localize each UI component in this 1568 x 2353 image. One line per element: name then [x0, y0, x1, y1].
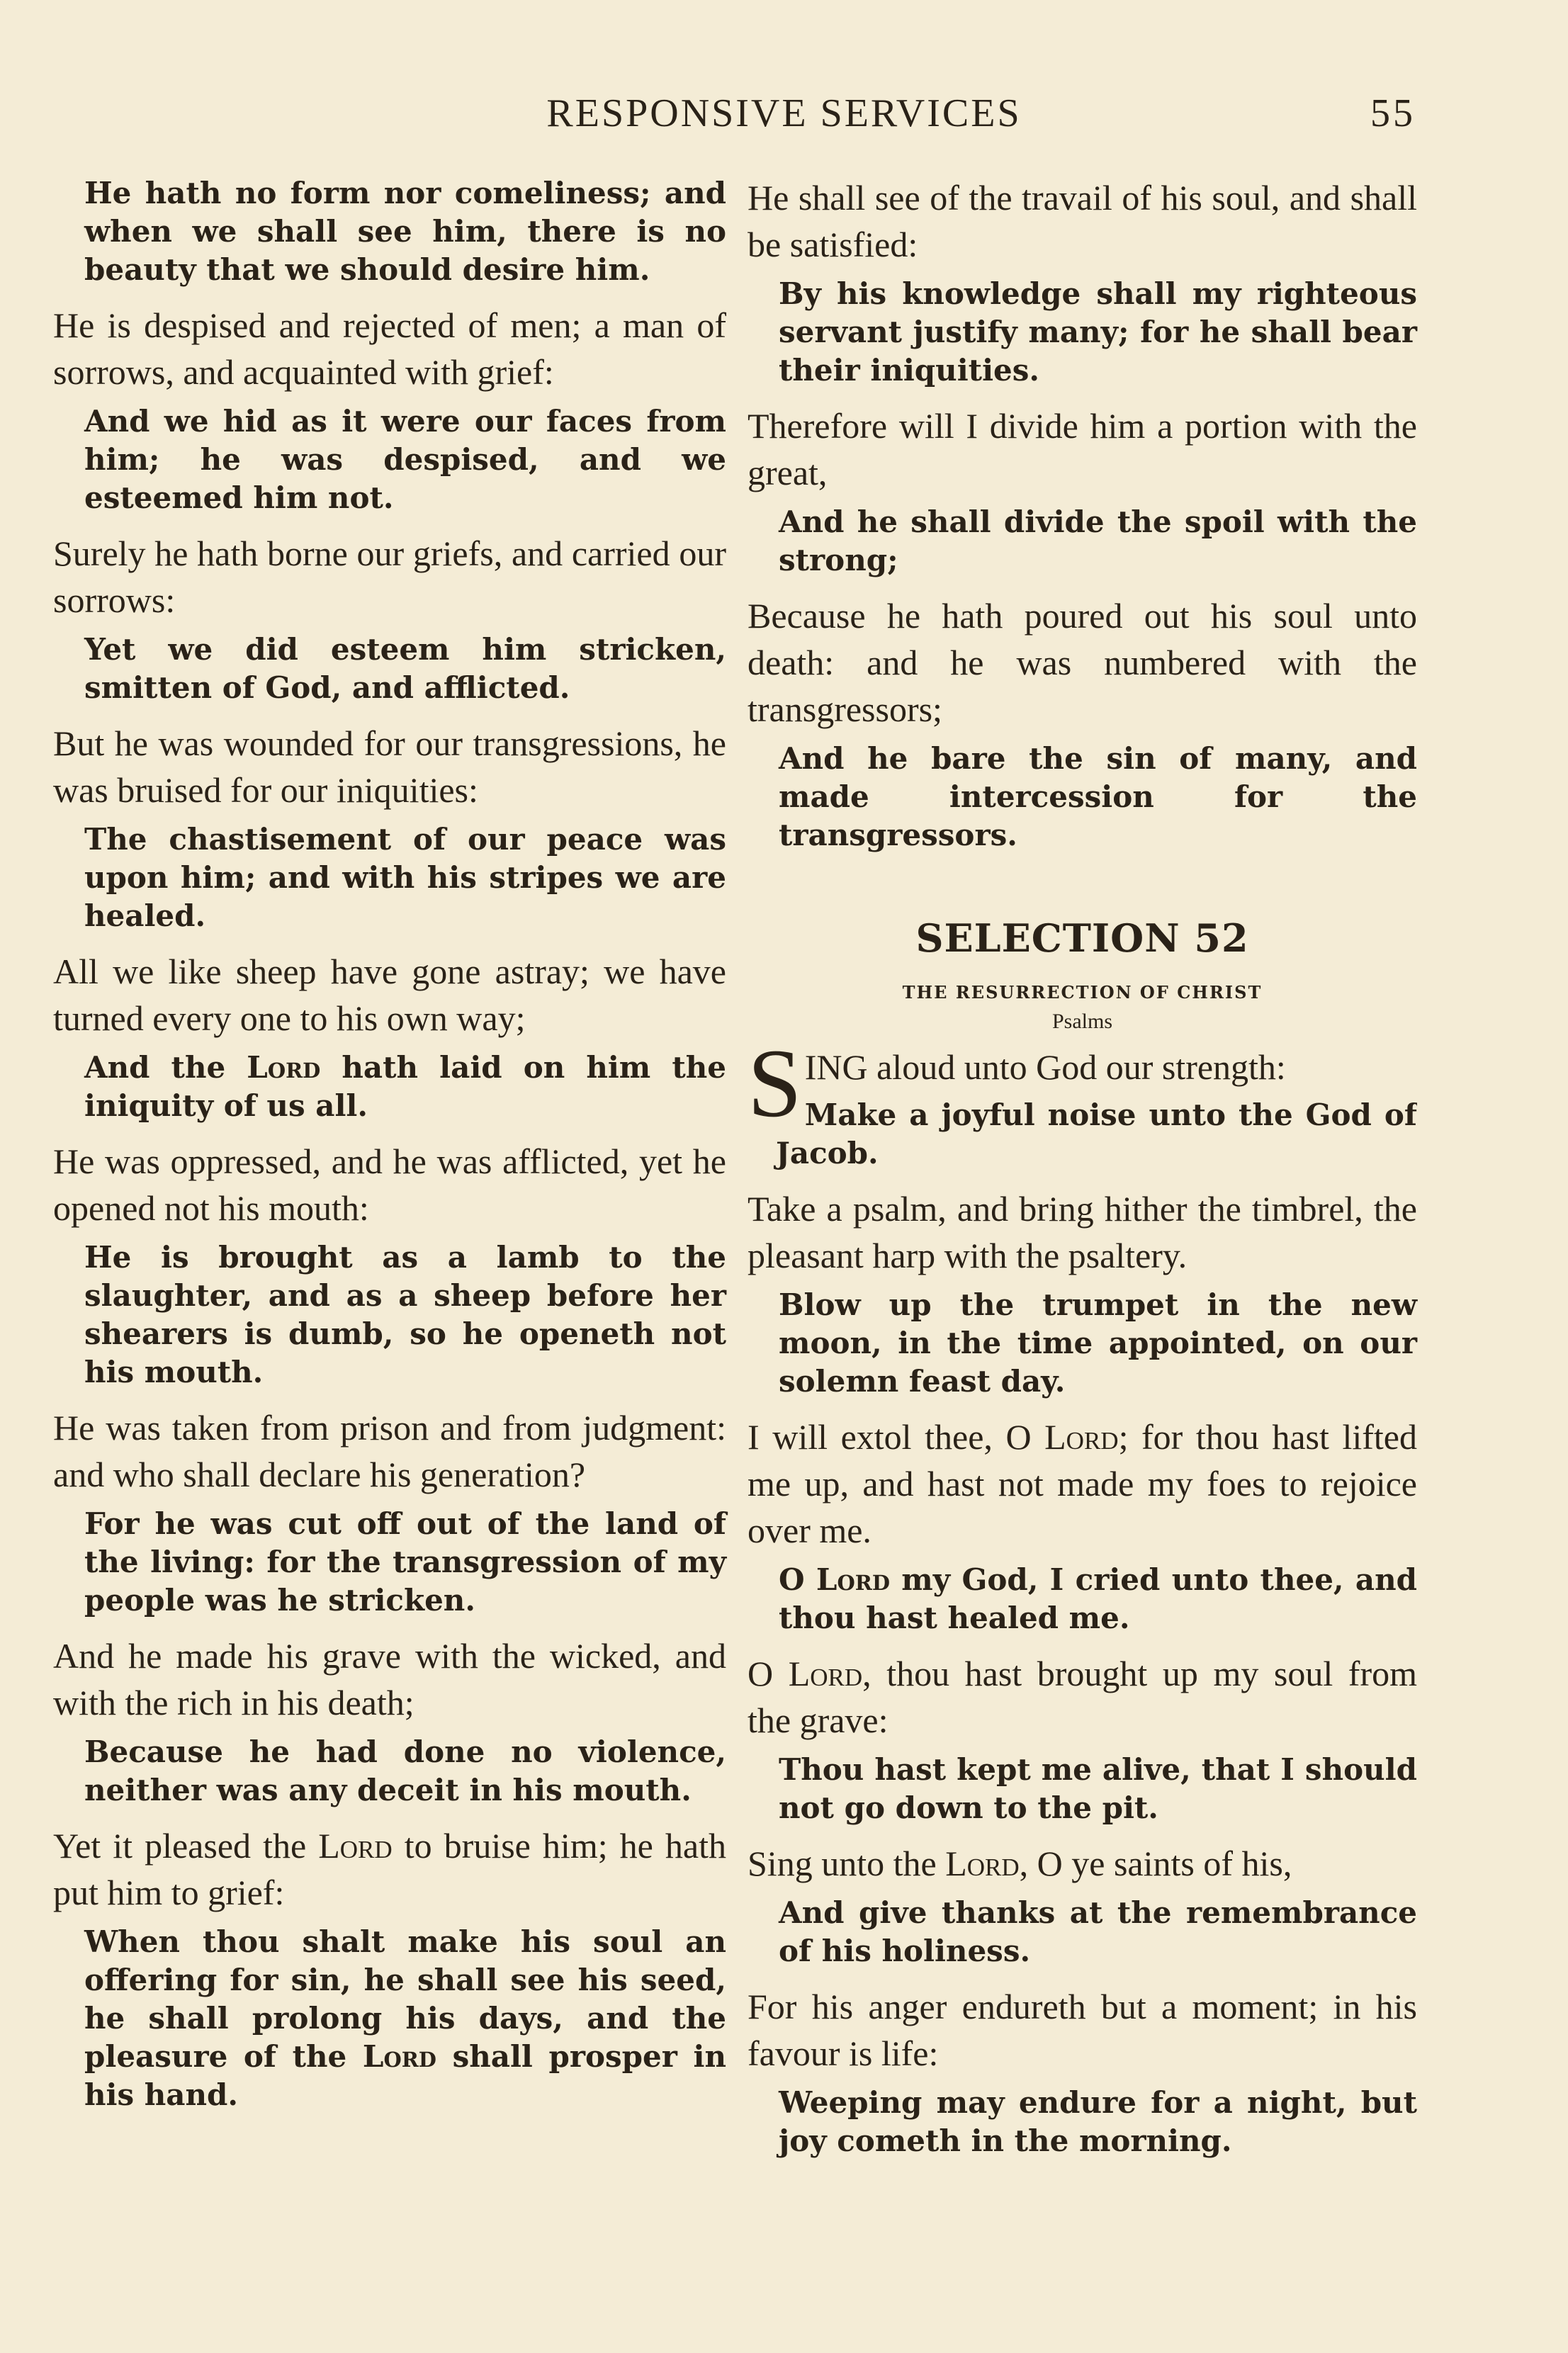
verse — [53, 1822, 726, 1916]
response-verse: And he bare the sin of many, and made intercession for the transgressors. — [779, 741, 1417, 852]
verse: He is despised and rejected of men; a man of sorrows, and acquainted with grief: — [53, 305, 726, 392]
verse: Because he hath poured out his soul unto death: and he was numbered with the transgressors; — [748, 596, 1417, 729]
verse-text: , O ye saints of his, — [1019, 1844, 1292, 1883]
lord-small-caps: Lord — [362, 2039, 436, 2074]
response-verse: And give thanks at the remembrance of his holiness. — [779, 1895, 1417, 1968]
verse — [748, 1840, 1417, 1887]
response-verse: And he shall divide the spoil with the strong; — [779, 504, 1417, 577]
lord-small-caps: Lord — [945, 1844, 1020, 1883]
verse-text: my God, I cried unto thee, and thou hast healed me. — [779, 1562, 1417, 1635]
lord-small-caps: Lord — [1044, 1417, 1119, 1457]
verse-text: , thou hast brought up my soul from the grave: — [748, 1654, 1418, 1740]
response-verse: He hath no form nor comeliness; and when we shall see him, there is no beauty that we should desire him. — [84, 176, 726, 287]
verse-text: I will extol thee, O — [748, 1417, 1045, 1457]
left-column — [53, 174, 726, 2127]
response-verse: Yet we did esteem him stricken, smitten of God, and afflicted. — [84, 632, 726, 705]
response-verse: Weeping may endure for a night, but joy cometh in the morning. — [779, 2085, 1417, 2158]
lord-small-caps: Lord — [816, 1562, 890, 1597]
verse: He was oppressed, and he was afflicted, yet he opened not his mouth: — [53, 1141, 726, 1228]
verse-text: shall prosper in his hand. — [84, 2039, 726, 2112]
response-verse: And we hid as it were our faces from him; he was despised, and we esteemed him not. — [84, 404, 726, 515]
response-verse: Blow up the trumpet in the new moon, in the time appointed, on our solemn feast day. — [779, 1287, 1417, 1399]
lord-small-caps: Lord — [318, 1826, 393, 1866]
response-verse: For he was cut off out of the land of the living: for the transgression of my people was he stricken. — [84, 1506, 726, 1618]
verse: Take a psalm, and bring hither the timbrel, the pleasant harp with the psaltery. — [748, 1189, 1417, 1275]
verse: He was taken from prison and from judgment: and who shall declare his generation? — [53, 1408, 726, 1494]
response-verse: Make a joyful noise unto the God of Jacob. — [776, 1097, 1417, 1170]
verse: But he was wounded for our transgressions, he was bruised for our iniquities: — [53, 723, 726, 810]
verse-text: hath laid on him the iniquity of us all. — [84, 1050, 726, 1123]
lord-small-caps: Lord — [247, 1050, 321, 1085]
response-verse: He is brought as a lamb to the slaughter, and as a sheep before her shearers is dumb, so he openeth not his mouth. — [84, 1240, 726, 1389]
page-number: 55 — [1370, 91, 1416, 135]
verse — [748, 1650, 1417, 1744]
response-verse: Thou hast kept me alive, that I should not go down to the pit. — [779, 1752, 1417, 1825]
response-verse — [84, 1049, 726, 1125]
verse-text: Yet it pleased the — [53, 1826, 319, 1866]
verse-text: ; for thou hast lifted me up, and hast not made my foes to rejoice over me. — [748, 1417, 1417, 1550]
response-verse: Because he had done no violence, neither was any deceit in his mouth. — [84, 1734, 726, 1807]
verse-text: O — [748, 1654, 789, 1693]
selection-source: Psalms — [1051, 1010, 1113, 1033]
verse — [748, 1414, 1417, 1554]
verse: And he made his grave with the wicked, and with the rich in his death; — [53, 1636, 726, 1722]
response-verse: The chastisement of our peace was upon him; and with his stripes we are healed. — [84, 822, 726, 933]
running-header: RESPONSIVE SERVICES — [546, 91, 1022, 135]
verse-text: And the — [84, 1050, 247, 1085]
drop-cap: S — [748, 1044, 802, 1137]
opening-verse-block — [748, 1044, 1417, 1185]
selection-heading: SELECTION 52 — [915, 915, 1249, 961]
verse-text: When thou shalt make his soul an offering for sin, he shall see his seed, he shall prolong his days, and the pleasure of the — [84, 1924, 726, 2074]
response-verse — [84, 1923, 726, 2114]
right-column — [748, 174, 1417, 2173]
verse: Therefore will I divide him a portion with the great, — [748, 406, 1417, 492]
verse: All we like sheep have gone astray; we have turned every one to his own way; — [53, 952, 726, 1038]
response-verse — [779, 1561, 1417, 1637]
verse: He shall see of the travail of his soul, and shall be satisfied: — [748, 178, 1417, 264]
verse: For his anger endureth but a moment; in his favour is life: — [748, 1987, 1417, 2073]
verse: Surely he hath borne our griefs, and carried our sorrows: — [53, 534, 726, 620]
verse-text: Sing unto the — [748, 1844, 946, 1883]
response-verse: By his knowledge shall my righteous servant justify many; for he shall bear their iniquities. — [779, 276, 1417, 388]
verse-text: to bruise him; he hath put him to grief: — [53, 1826, 726, 1912]
lord-small-caps: Lord — [788, 1654, 863, 1693]
verse-text: O — [779, 1562, 816, 1597]
verse: ING aloud unto God our strength: — [804, 1047, 1286, 1087]
selection-subtitle: THE RESURRECTION OF CHRIST — [902, 982, 1263, 1003]
